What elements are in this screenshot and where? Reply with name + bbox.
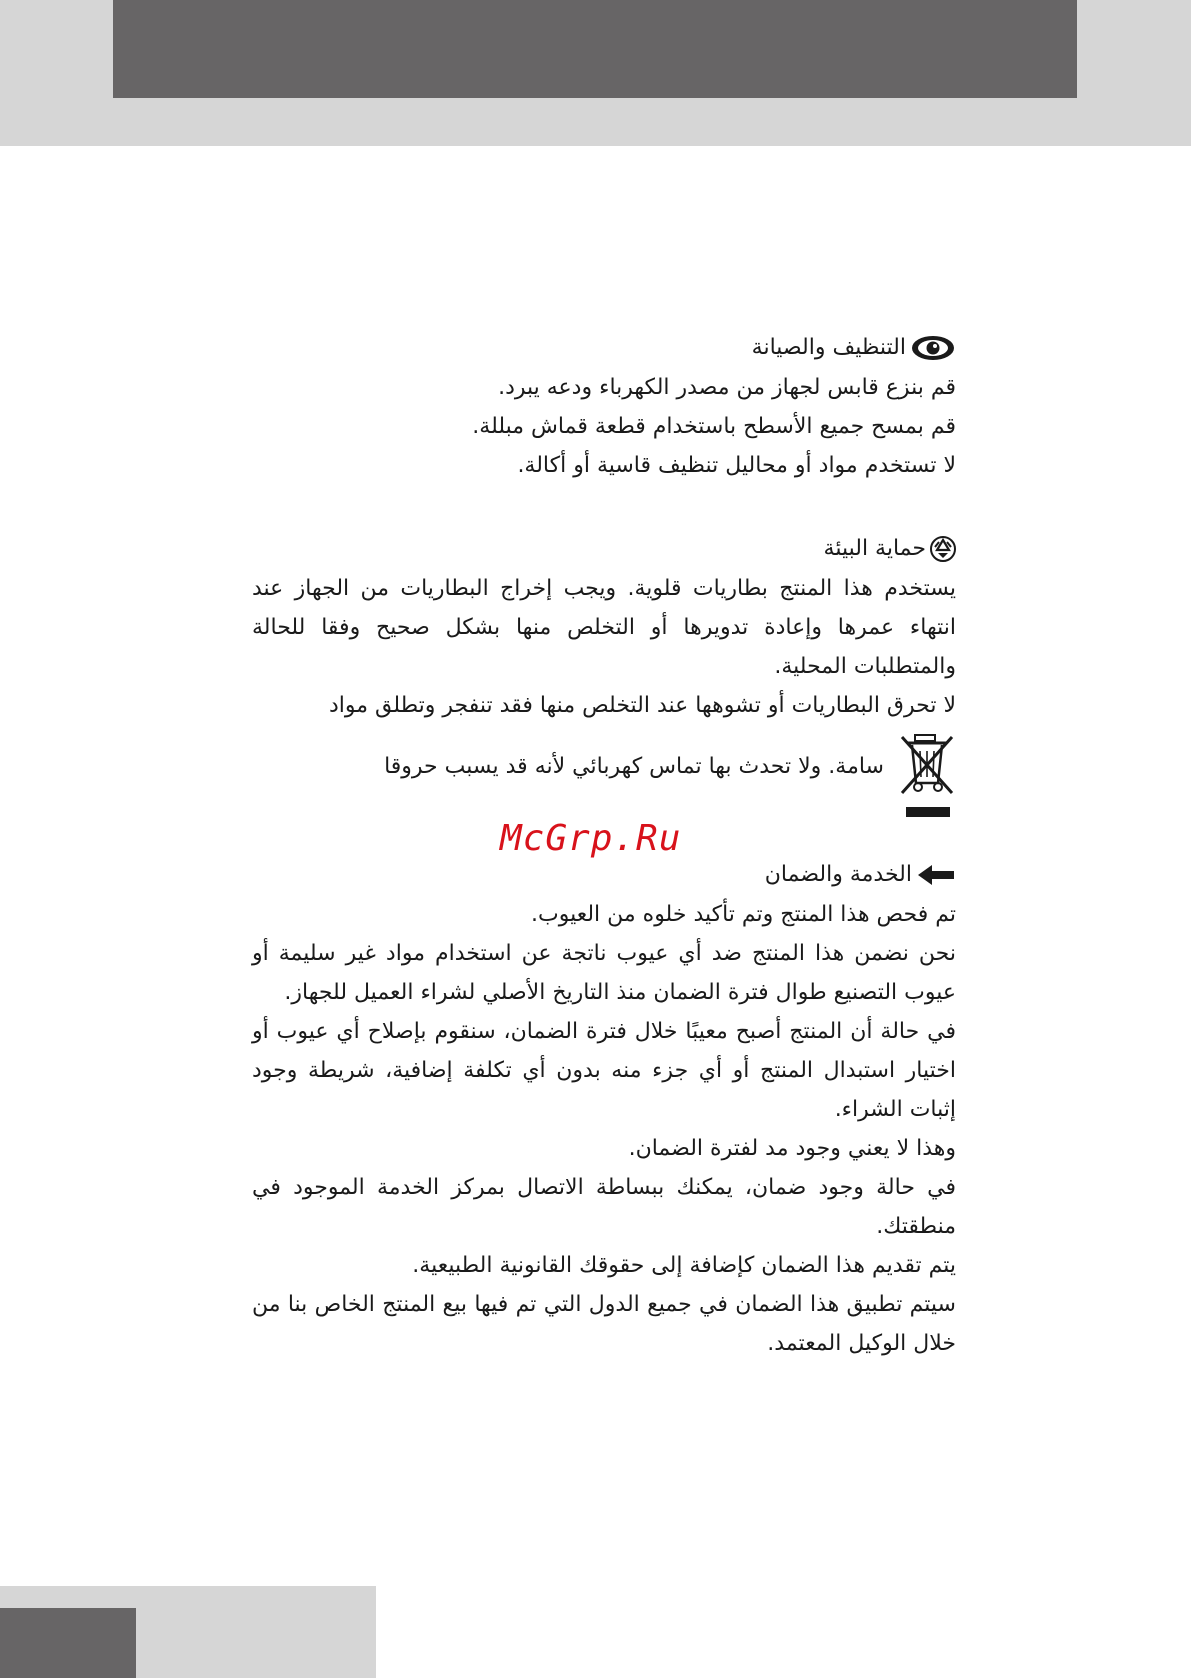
cleaning-line-1: قم بنزع قابس لجهاز من مصدر الكهرباء ودعه يبرد. xyxy=(498,375,956,400)
service-paragraph-7: سيتم تطبيق هذا الضمان في جميع الدول التي تم فيها بيع المنتج الخاص بنا من خلال الوكيل المعتمد. xyxy=(252,1292,956,1356)
cleaning-title: التنظيف والصيانة xyxy=(751,335,906,360)
eye-icon xyxy=(910,333,956,363)
service-paragraph-3: في حالة أن المنتج أصبح معيبًا خلال فترة الضمان، سنقوم بإصلاح أي عيوب أو اختيار استبدال المنتج أو أي جزء منه بدون أي تكلفة إضافية، شريطة وجود إثبات الشراء. xyxy=(252,1019,956,1122)
service-paragraph-1: تم فحص هذا المنتج وتم تأكيد خلوه من العيوب. xyxy=(531,902,956,927)
watermark: McGrp.Ru xyxy=(500,818,682,859)
environment-title: حماية البيئة xyxy=(823,536,926,561)
header-bar xyxy=(113,0,1077,98)
environment-paragraph-1: يستخدم هذا المنتج بطاريات قلوية. ويجب إخراج البطاريات من الجهاز عند انتهاء عمرها وإعادة تدويرها أو التخلص منها بشكل صحيح وفقا للحالة والمتطلبات المحلية. xyxy=(252,576,956,679)
cleaning-heading xyxy=(252,328,956,368)
service-paragraph-6: يتم تقديم هذا الضمان كإضافة إلى حقوقك القانونية الطبيعية. xyxy=(412,1253,956,1278)
environment-paragraph-2-end: سامة. ولا تحدث بها تماس كهربائي لأنه قد يسبب حروقا xyxy=(384,754,884,779)
footer-block xyxy=(0,1608,136,1678)
environment-paragraph-2: لا تحرق البطاريات أو تشوهها عند التخلص منها فقد تنفجر وتطلق مواد xyxy=(328,693,956,718)
arrow-left-icon xyxy=(916,863,956,887)
crossed-out-bin-icon xyxy=(898,733,956,821)
service-heading xyxy=(252,855,956,895)
service-paragraph-2: نحن نضمن هذا المنتج ضد أي عيوب ناتجة عن استخدام مواد غير سليمة أو عيوب التصنيع طوال فترة الضمان منذ التاريخ الأصلي لشراء العميل للجهاز. xyxy=(252,941,956,1005)
service-paragraph-5: في حالة وجود ضمان، يمكنك ببساطة الاتصال بمركز الخدمة الموجود في منطقتك. xyxy=(252,1175,956,1239)
service-title: الخدمة والضمان xyxy=(764,862,912,887)
environment-heading xyxy=(252,529,956,569)
recycle-icon xyxy=(930,536,956,562)
cleaning-line-2: قم بمسح جميع الأسطح باستخدام قطعة قماش مبللة. xyxy=(472,414,956,439)
cleaning-line-3: لا تستخدم مواد أو محاليل تنظيف قاسية أو أكالة. xyxy=(517,453,956,478)
service-paragraph-4: وهذا لا يعني وجود مد لفترة الضمان. xyxy=(628,1136,956,1161)
disposal-line xyxy=(252,733,956,821)
